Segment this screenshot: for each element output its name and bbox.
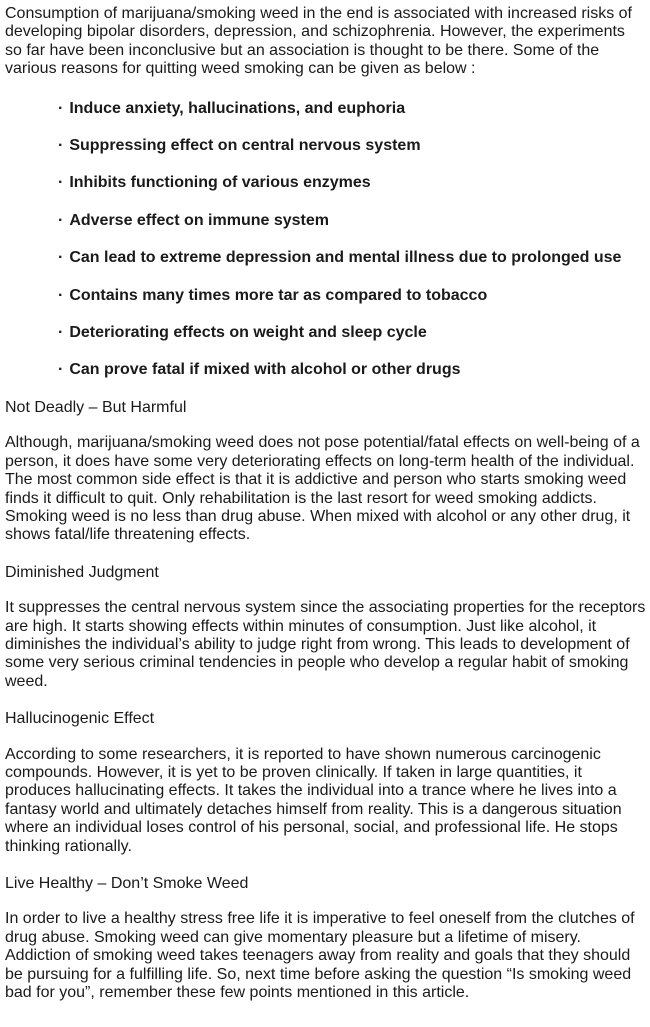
heading-live-healthy: Live Healthy – Don’t Smoke Weed xyxy=(5,875,249,892)
heading-hallucinogenic-effect: Hallucinogenic Effect xyxy=(5,710,155,728)
section-diminished-judgment xyxy=(5,564,646,691)
list-item-text: Induce anxiety, hallucinations, and euphoria xyxy=(69,99,406,117)
bullet-icon: · xyxy=(58,211,64,229)
paragraph-diminished-judgment: It suppresses the central nervous system since the associating properties for the receptors are high. It starts showing effects within minutes of consumption. Just like alcohol, it diminishes the individual’s ability to judge right from wrong. This leads to development of some very serious criminal tendencies in people who develop a regular habit of smoking weed. xyxy=(5,599,646,690)
list-item-text: Can lead to extreme depression and mental illness due to prolonged use xyxy=(69,249,622,267)
bullet-icon: · xyxy=(58,137,64,155)
heading-not-deadly-but-harmful: Not Deadly – But Harmful xyxy=(5,398,187,416)
section-hallucinogenic-effect xyxy=(5,710,646,856)
bullet-icon: · xyxy=(58,324,64,342)
list-item xyxy=(5,100,646,118)
list-item xyxy=(5,287,646,305)
list-item xyxy=(5,174,646,192)
bullet-icon: · xyxy=(58,286,64,304)
paragraph-live-healthy: In order to live a healthy stress free life it is imperative to feel oneself from the clutches of drug abuse. Smoking weed can give momentary pleasure but a lifetime of misery. Addiction of smoking weed takes teenagers away from reality and goals that they should be pursuing for a fulfilling life. So, next time before asking the question “Is smoking weed bad for you”, remember these few points mentioned in this article. xyxy=(5,910,635,1002)
section-not-deadly-but-harmful xyxy=(5,399,646,545)
intro-paragraph: Consumption of marijuana/smoking weed in the end is associated with increased risks of developing bipolar disorders, depression, and schizophrenia. However, the experiments so far have been inconclusive but an association is thought to be there. Some of the various reasons for quitting weed smoking can be given as below : xyxy=(5,5,632,78)
list-item xyxy=(5,137,646,155)
list-item xyxy=(5,249,646,267)
reasons-list xyxy=(5,100,646,380)
list-item xyxy=(5,361,646,379)
list-item-text: Suppressing effect on central nervous system xyxy=(69,137,421,155)
paragraph-hallucinogenic-effect: According to some researchers, it is reported to have shown numerous carcinogenic compounds. However, it is yet to be proven clinically. If taken in large quantities, it produces hallucinating effects. It takes the individual into a trance where he lives into a fantasy world and ultimately detaches himself from reality. This is a dangerous situation where an individual loses control of his personal, social, and professional life. He stops thinking rationally. xyxy=(5,745,622,855)
bullet-icon: · xyxy=(58,361,64,379)
list-item xyxy=(5,324,646,342)
list-item xyxy=(5,212,646,230)
list-item-text: Adverse effect on immune system xyxy=(69,211,329,229)
heading-diminished-judgment: Diminished Judgment xyxy=(5,563,159,581)
bullet-icon: · xyxy=(58,249,64,267)
bullet-icon: · xyxy=(58,99,64,117)
list-item-text: Contains many times more tar as compared to tobacco xyxy=(69,286,488,304)
section-live-healthy xyxy=(5,875,646,1002)
list-item-text: Inhibits functioning of various enzymes xyxy=(69,174,371,192)
list-item-text: Can prove fatal if mixed with alcohol or other drugs xyxy=(69,361,461,379)
bullet-icon: · xyxy=(58,174,64,192)
paragraph-not-deadly-but-harmful: Although, marijuana/smoking weed does not pose potential/fatal effects on well-being of a person, it does have some very deteriorating effects on long-term health of the individual. The most common side effect is that it is addictive and person who starts smoking weed finds it difficult to quit. Only rehabilitation is the last resort for weed smoking addicts. Smoking weed is no less than drug abuse. When mixed with alcohol or any other drug, it shows fatal/life threatening effects. xyxy=(5,434,640,544)
list-item-text: Deteriorating effects on weight and sleep cycle xyxy=(69,324,427,342)
